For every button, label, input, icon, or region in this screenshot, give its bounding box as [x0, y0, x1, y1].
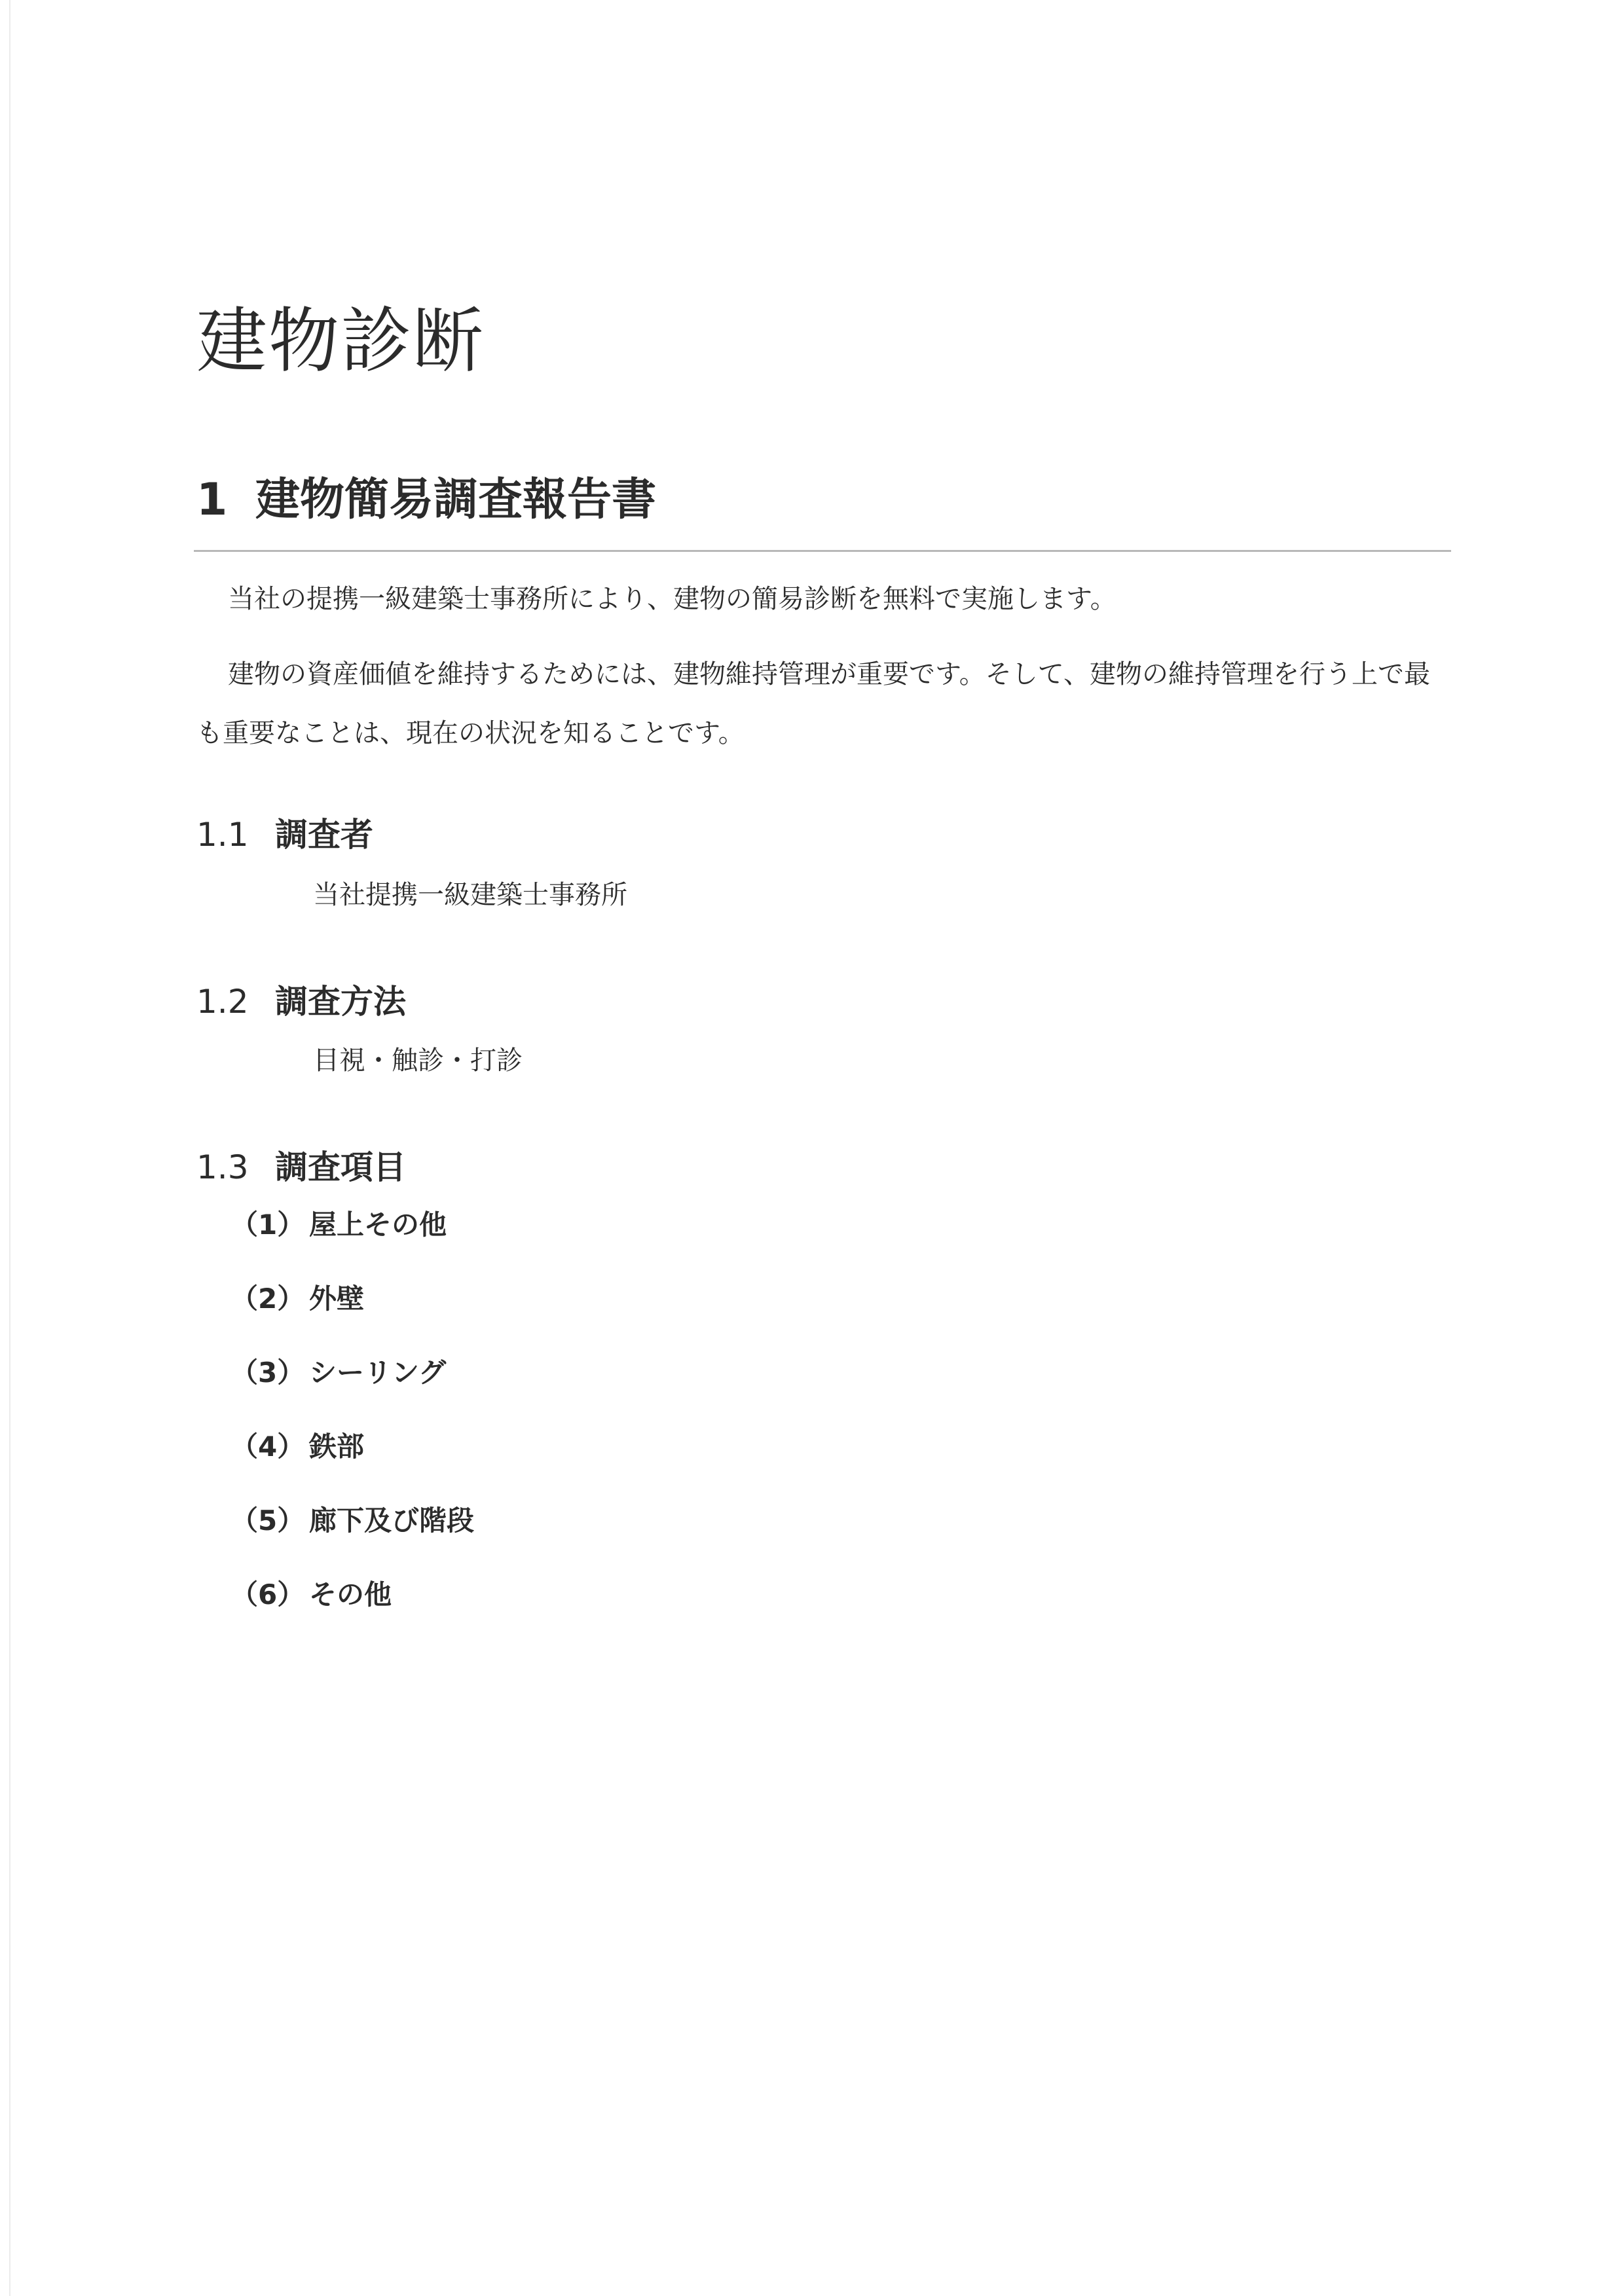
item-label: 廊下及び階段 — [309, 1504, 475, 1537]
item-index: （3） — [231, 1357, 305, 1389]
subsection-number: 1.2 — [196, 983, 249, 1021]
list-item — [231, 1285, 474, 1359]
list-item — [231, 1359, 474, 1433]
item-label: その他 — [309, 1578, 392, 1611]
list-item — [231, 1430, 474, 1507]
subsection-title: 調査方法 — [275, 983, 406, 1021]
item-label: シーリング — [309, 1357, 447, 1389]
body-paragraph: 建物の資産価値を維持するためには、建物維持管理が重要です。そして、建物の維持管理を行う上で最も重要なことは、現在の状況を知ることです。 — [196, 659, 1430, 748]
subsection-heading-method — [196, 983, 406, 1021]
intro-paragraph: 当社の提携一級建築士事務所により、建物の簡易診断を無料で実施します。 — [228, 584, 1116, 614]
item-index: （6） — [231, 1578, 305, 1611]
subsection-title: 調査項目 — [275, 1148, 406, 1186]
subsection-heading-surveyor — [196, 816, 373, 854]
page-edge — [9, 0, 10, 2296]
method-text: 目視・触診・打診 — [313, 1046, 523, 1076]
item-index: （5） — [231, 1504, 305, 1537]
item-label: 屋上その他 — [309, 1209, 447, 1241]
item-label: 外壁 — [309, 1283, 365, 1315]
subsection-number: 1.1 — [196, 816, 249, 854]
section-number: 1 — [196, 474, 228, 526]
subsection-heading-items — [196, 1148, 406, 1186]
list-item — [231, 1504, 475, 1581]
section-divider — [194, 550, 1451, 552]
subsection-title: 調査者 — [275, 816, 373, 854]
item-index: （4） — [231, 1430, 305, 1463]
survey-items-list — [231, 1211, 474, 1655]
item-label: 鉄部 — [309, 1430, 365, 1463]
item-index: （1） — [231, 1209, 305, 1241]
list-item — [231, 1578, 474, 1655]
section-heading — [196, 474, 657, 526]
subsection-number: 1.3 — [196, 1148, 249, 1186]
section-title: 建物簡易調査報告書 — [255, 474, 657, 526]
item-index: （2） — [231, 1283, 305, 1315]
list-item — [231, 1211, 474, 1285]
surveyor-text: 当社提携一級建築士事務所 — [313, 880, 627, 910]
page-title: 建物診断 — [196, 301, 485, 382]
